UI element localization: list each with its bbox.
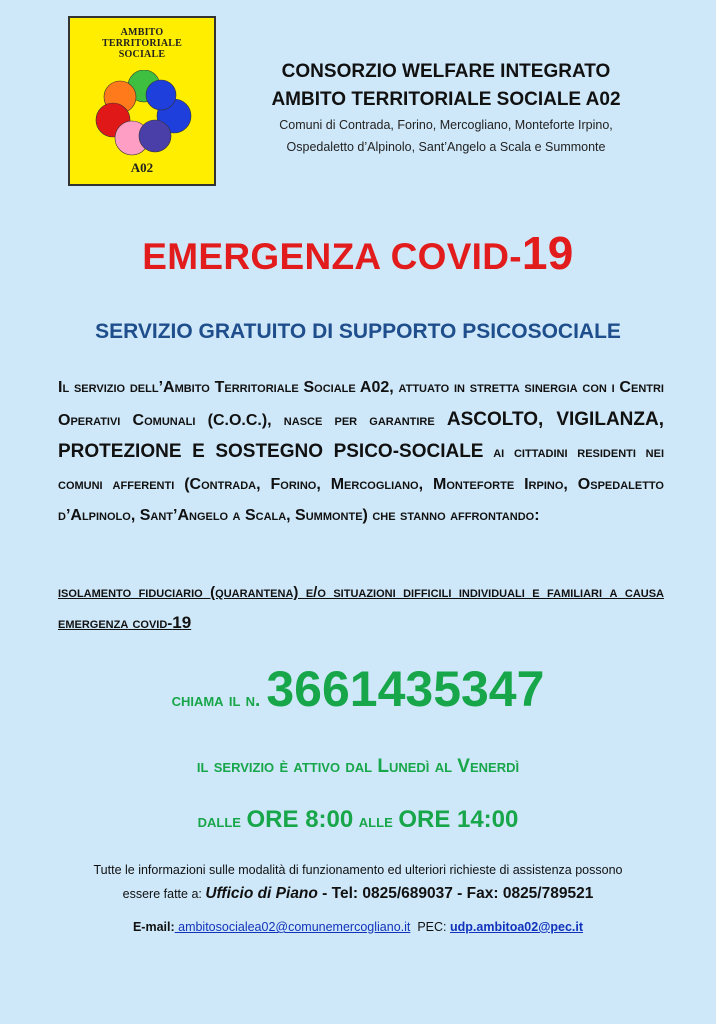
- description-emphasis: ASCOLTO, VIGILANZA, PROTEZIONE E SOSTEGNO PSICO-SOCIALE: [58, 408, 664, 462]
- page-title: [0, 226, 716, 280]
- phone-number[interactable]: 3661435347: [266, 661, 545, 717]
- isolation-text: isolamento fiduciario (quarantena) e/o situazioni difficili individuali e familiari a causa emergenza covid-: [58, 584, 664, 632]
- ambito-logo: [68, 16, 216, 186]
- hours-from-time: ORE 8:00: [246, 806, 354, 833]
- logo-line-1: AMBITO: [120, 27, 164, 38]
- towns-line-2: Ospedaletto d’Alpinolo, Sant’Angelo a Scala e Summonte: [286, 140, 606, 154]
- info-prefix: essere fatte a:: [122, 887, 206, 901]
- email-label: E-mail:: [132, 920, 175, 934]
- logo-circles-icon: [90, 70, 196, 164]
- organization-header: [230, 58, 662, 158]
- title-main: EMERGENZA COVID-: [142, 236, 522, 277]
- office-contacts: - Tel: 0825/689037 - Fax: 0825/789521: [317, 885, 594, 902]
- service-hours: [0, 806, 716, 834]
- info-line-1: Tutte le informazioni sulle modalità di funzionamento ed ulteriori richieste di assistenza possono: [93, 863, 623, 877]
- description-part-1: Il servizio dell’Ambito Territoriale Sociale A02, attuato in stretta sinergia con i Centri Operativi Comunali (C.O.C.), nasce per garantire: [58, 379, 664, 429]
- info-line-2: [40, 882, 676, 906]
- hours-to-label: alle: [358, 811, 393, 832]
- call-label: chiama il n.: [171, 690, 261, 711]
- towns-line-1: Comuni di Contrada, Forino, Mercogliano, Monteforte Irpino,: [279, 118, 613, 132]
- pec-label: PEC:: [417, 920, 447, 934]
- service-days: il servizio è attivo dal Lunedì al Venerdì: [196, 756, 520, 777]
- email-link[interactable]: ambitosocialea02@comunemercogliano.it: [174, 920, 411, 934]
- logo-code: A02: [130, 160, 154, 175]
- org-name-line-2: AMBITO TERRITORIALE SOCIALE A02: [271, 89, 621, 110]
- logo-line-3: SOCIALE: [118, 49, 166, 60]
- hours-to-time: ORE 14:00: [398, 806, 519, 833]
- isolation-conditions: [58, 578, 664, 639]
- hours-from-label: dalle: [197, 811, 241, 832]
- service-description: [58, 372, 664, 532]
- logo-title: [70, 27, 214, 60]
- logo-circle-blue-top: [146, 80, 176, 110]
- org-name-line-1: CONSORZIO WELFARE INTEGRATO: [281, 61, 611, 82]
- logo-circle-purple: [139, 120, 171, 152]
- description-part-2: ai cittadini residenti nei comuni afferenti (Contrada, Forino, Mercogliano, Monteforte Irpino, Ospedaletto d’Alpinolo, Sant’Angelo a Scala, Summonte) che stanno affrontando:: [58, 444, 665, 524]
- title-number: 19: [521, 227, 574, 279]
- email-line: [0, 920, 716, 934]
- call-line: [0, 660, 716, 718]
- logo-line-2: TERRITORIALE: [101, 38, 183, 49]
- isolation-number: 19: [172, 613, 192, 632]
- service-subtitle: SERVIZIO GRATUITO DI SUPPORTO PSICOSOCIALE: [95, 320, 621, 343]
- contact-info: [40, 858, 676, 906]
- office-name: Ufficio di Piano: [205, 885, 318, 902]
- pec-link[interactable]: udp.ambitoa02@pec.it: [450, 920, 584, 934]
